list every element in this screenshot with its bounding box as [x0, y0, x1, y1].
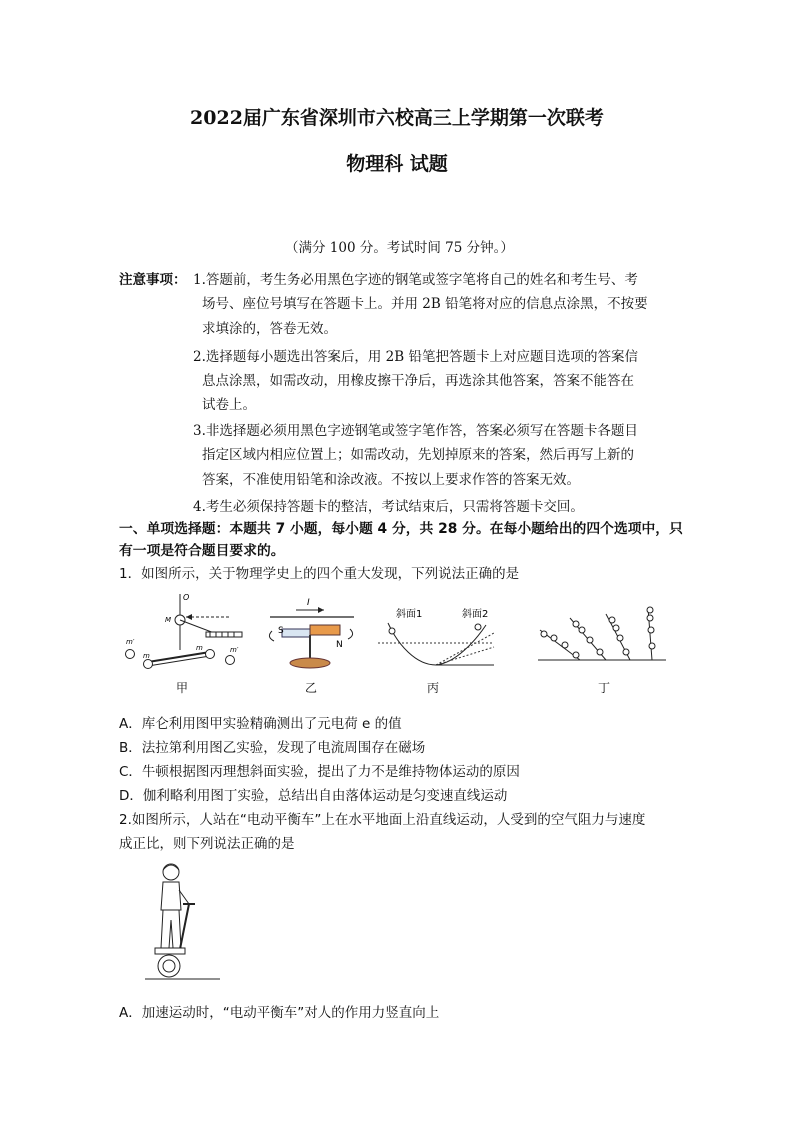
- label-n: N: [336, 640, 343, 650]
- page-subtitle: 物理科 试题: [346, 153, 448, 175]
- figure-jia: [118, 590, 258, 670]
- notice-line: 试卷上。: [202, 397, 256, 413]
- notice-line: 3.非选择题必须用黑色字迹钢笔或签字笔作答，答案必须写在答题卡各题目: [193, 423, 638, 439]
- section-heading: 有一项是符合题目要求的。: [119, 543, 285, 559]
- label-o: O: [183, 593, 190, 602]
- figure-balance-scooter: [145, 860, 225, 985]
- figure-bing: [376, 605, 496, 675]
- figure-label-jia: 甲: [176, 681, 189, 695]
- question-1-stem: 1．如图所示，关于物理学史上的四个重大发现，下列说法正确的是: [119, 566, 520, 582]
- question-1-option-d: D．伽利略利用图丁实验，总结出自由落体运动是匀变速直线运动: [119, 788, 508, 804]
- label-m-left: m: [143, 652, 150, 660]
- question-1-option-b: B．法拉第利用图乙实验，发现了电流周围存在磁场: [119, 740, 426, 756]
- notice-line: 场号、座位号填写在答题卡上。并用 2B 铅笔将对应的信息点涂黑，不按要: [202, 296, 648, 312]
- label-current: I: [307, 598, 310, 608]
- figure-label-bing: 丙: [427, 681, 440, 695]
- page-title: 2022届广东省深圳市六校高三上学期第一次联考: [190, 107, 604, 129]
- question-2-option-a: A．加速运动时，“电动平衡车”对人的作用力竖直向上: [119, 1005, 440, 1021]
- section-heading: 一、单项选择题：本题共 7 小题，每小题 4 分，共 28 分。在每小题给出的四个选项中，只: [119, 521, 683, 537]
- label-slope-1: 斜面1: [396, 609, 423, 620]
- figure-label-yi: 乙: [305, 681, 318, 695]
- notice-line: 1.答题前，考生务必用黑色字迹的钢笔或签字笔将自己的姓名和考生号、考: [193, 272, 638, 288]
- notice-line: 答案，不准使用铅笔和涂改液。不按以上要求作答的答案无效。: [202, 472, 580, 488]
- label-s: S: [278, 626, 284, 636]
- figure-label-ding: 丁: [598, 681, 611, 695]
- label-m-top: M: [165, 616, 172, 624]
- notice-line: 4.考生必须保持答题卡的整洁，考试结束后，只需将答题卡交回。: [193, 499, 584, 515]
- question-1-option-c: C．牛顿根据图丙理想斜面实验，提出了力不是维持物体运动的原因: [119, 764, 520, 780]
- label-mprime-right: m′: [230, 646, 239, 654]
- notice-line: 息点涂黑，如需改动，用橡皮擦干净后，再选涂其他答案，答案不能答在: [202, 373, 634, 389]
- question-1-option-a: A．库仑利用图甲实验精确测出了元电荷 e 的值: [119, 716, 402, 732]
- notice-line: 求填涂的，答卷无效。: [202, 321, 337, 337]
- question-2-stem: 2.如图所示，人站在“电动平衡车”上在水平地面上沿直线运动，人受到的空气阻力与速度: [119, 812, 646, 828]
- label-m-right: m: [196, 644, 203, 652]
- label-slope-2: 斜面2: [462, 609, 489, 620]
- figure-yi: [262, 595, 362, 675]
- notice-line: 指定区域内相应位置上；如需改动，先划掉原来的答案，然后再写上新的: [202, 447, 634, 463]
- exam-info: （满分 100 分。考试时间 75 分钟。）: [285, 240, 514, 256]
- question-2-stem: 成正比，则下列说法正确的是: [119, 836, 295, 852]
- label-mprime-left: m′: [126, 638, 135, 646]
- notice-label: 注意事项：: [119, 272, 187, 288]
- figure-ding: [530, 600, 670, 670]
- notice-line: 2.选择题每小题选出答案后，用 2B 铅笔把答题卡上对应题目选项的答案信: [193, 349, 638, 365]
